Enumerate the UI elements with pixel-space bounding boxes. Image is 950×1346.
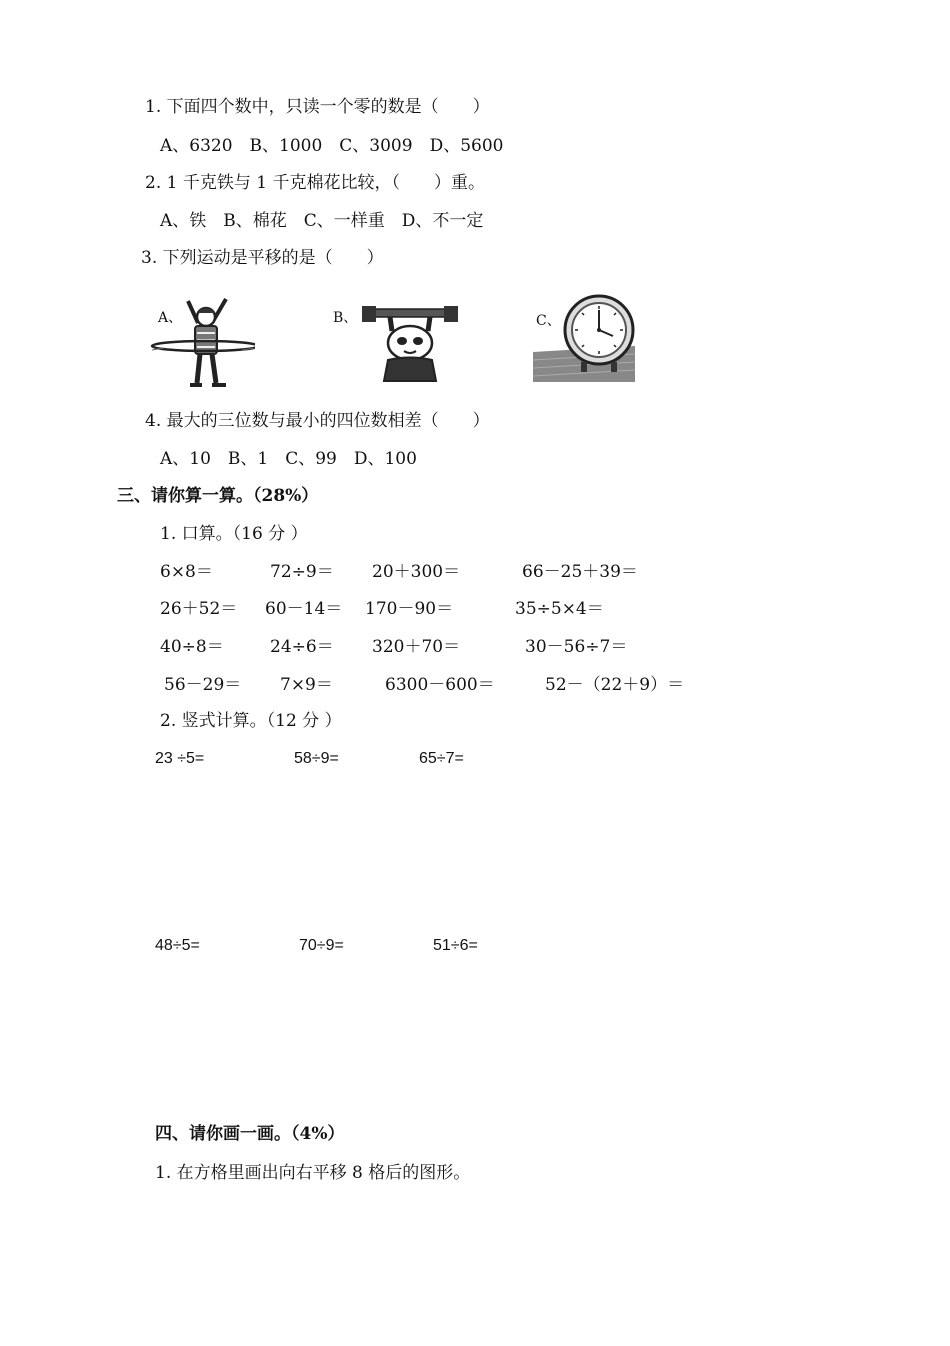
- drawing-question-1: 1. 在方格里画出向右平移 8 格后的图形。: [155, 1163, 471, 1183]
- oral-item: 26＋52＝: [160, 599, 238, 619]
- oral-item: 72÷9＝: [270, 562, 334, 582]
- hula-hoop-girl-image: [150, 293, 255, 393]
- oral-item: 66－25＋39＝: [522, 562, 638, 582]
- oral-item: 170－90＝: [365, 599, 454, 619]
- oral-item: 24÷6＝: [270, 637, 334, 657]
- oral-item: 60－14＝: [265, 599, 343, 619]
- oral-calc-title: 1. 口算。（16 分 ）: [160, 524, 308, 544]
- oral-item: 56－29＝: [164, 675, 242, 695]
- question-4-options: A、10 B、1 C、99 D、100: [160, 449, 417, 469]
- question-2-options: A、铁 B、棉花 C、一样重 D、不一定: [160, 211, 484, 231]
- question-3-stem: 3. 下列运动是平移的是（ ）: [141, 248, 384, 268]
- vertical-item: 65÷7=: [419, 750, 464, 767]
- section-4-heading: 四、请你画一画。（4%）: [155, 1124, 345, 1144]
- option-a-label: A、: [158, 310, 183, 326]
- question-2-stem: 2. 1 千克铁与 1 千克棉花比较，（ ）重。: [145, 173, 485, 193]
- question-4-stem: 4. 最大的三位数与最小的四位数相差（ ）: [145, 411, 490, 431]
- oral-item: 52－（22＋9）＝: [545, 675, 685, 695]
- oral-item: 7×9＝: [280, 675, 333, 695]
- oral-item: 6300－600＝: [385, 675, 495, 695]
- oral-item: 30－56÷7＝: [525, 637, 628, 657]
- oral-item: 40÷8＝: [160, 637, 224, 657]
- vertical-item: 48÷5=: [155, 937, 200, 954]
- vertical-item: 58÷9=: [294, 750, 339, 767]
- option-b-label: B、: [333, 310, 358, 326]
- vertical-item: 23 ÷5=: [155, 750, 205, 767]
- vertical-calc-title: 2. 竖式计算。（12 分 ）: [160, 711, 342, 731]
- oral-item: 35÷5×4＝: [515, 599, 604, 619]
- vertical-item: 70÷9=: [299, 937, 344, 954]
- oral-item: 20＋300＝: [372, 562, 461, 582]
- alarm-clock-image: [533, 290, 635, 382]
- oral-item: 6×8＝: [160, 562, 213, 582]
- weightlifter-image: [360, 305, 460, 385]
- question-1-options: A、6320 B、1000 C、3009 D、5600: [160, 136, 504, 156]
- oral-item: 320＋70＝: [372, 637, 461, 657]
- section-3-heading: 三、请你算一算。（28%）: [117, 486, 319, 506]
- question-1-stem: 1. 下面四个数中，只读一个零的数是（ ）: [145, 97, 490, 117]
- vertical-item: 51÷6=: [433, 937, 478, 954]
- option-c-label: C、: [536, 313, 561, 329]
